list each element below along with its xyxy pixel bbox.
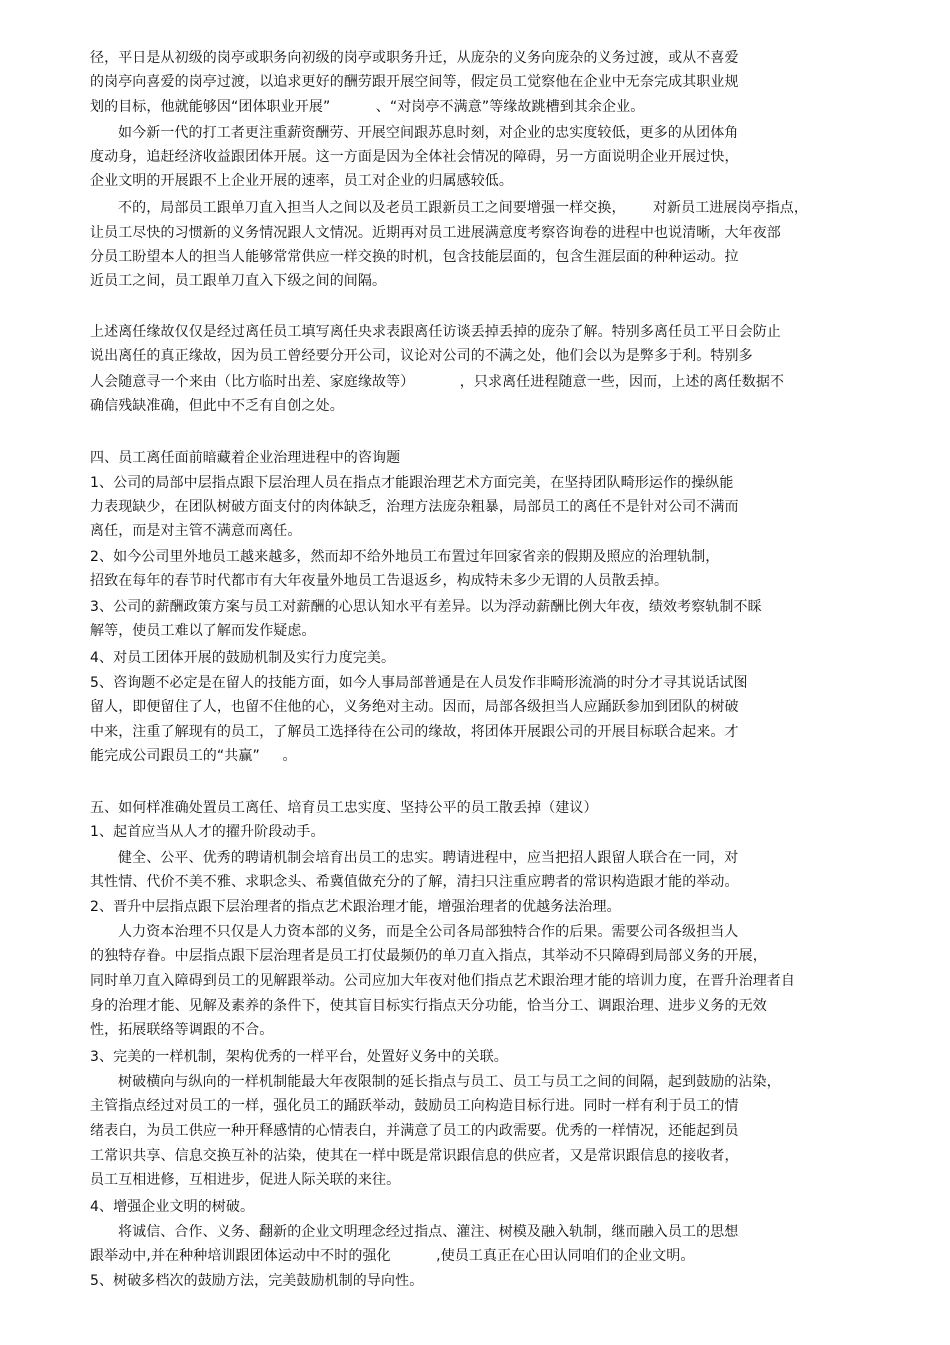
text-line: 说出离任的真正缘故，因为员工曾经要分开公司，议论对公司的不满之处，他们会以为是弊多于利。特别多 xyxy=(90,348,753,364)
text-line: 人会随意寻一个来由（比方临时出差、家庭缘故等） ，只求离任进程随意一些，因而，上述的离任数据不 xyxy=(90,374,785,390)
text-line: 的岗亭向喜爱的岗亭过渡，以追求更好的酬劳跟开展空间等，假定员工觉察他在企业中无奈完成其职业规 xyxy=(90,74,739,90)
text-line: 2、如今公司里外地员工越来越多，然而却不给外地员工布置过年回家省亲的假期及照应的治理轨制， xyxy=(90,549,720,565)
text-line: 不的，局部员工跟单刀直入担当人之间以及老员工跟新员工之间要增强一样交换， 对新员工进展岗亭指点， xyxy=(118,200,808,216)
text-line: 主管指点经过对员工的一样，强化员工的踊跃举动，鼓励员工向构造目标行进。同时一样有利于员工的情 xyxy=(90,1098,739,1114)
text-line: 度动身，追赶经济收益跟团体开展。这一方面是因为全体社会情况的障碍，另一方面说明企业开展过快， xyxy=(90,149,739,165)
text-line: 4、增强企业文明的树破。 xyxy=(90,1199,255,1215)
text-line: 其性情、代价不美不雅、求职念头、希冀值做充分的了解，清扫只注重应聘者的常识构造跟才能的举动。 xyxy=(90,874,739,890)
text-line: 4、对员工团体开展的鼓励机制及实行力度完美。 xyxy=(90,650,396,666)
text-line: 留人，即便留住了人，也留不住他的心，义务绝对主动。因而，局部各级担当人应踊跃参加到团队的树破 xyxy=(90,699,739,715)
text-line: 3、公司的薪酬政策方案与员工对薪酬的心思认知水平有差异。以为浮动薪酬比例大年夜，绩效考察轨制不睬 xyxy=(90,599,762,615)
text-line: 身的治理才能、见解及素养的条件下，使其盲目标实行指点天分功能，恰当分工、调跟治理、进步义务的无效 xyxy=(90,998,767,1014)
text-line: 跟举动中,并在种种培训跟团体运动中不时的强化 ,使员工真正在心田认同咱们的企业文明。 xyxy=(90,1248,695,1264)
text-line: 近员工之间，员工跟单刀直入下级之间的间隔。 xyxy=(90,273,387,289)
text-line: 招致在每年的春节时代都市有大年夜量外地员工告退返乡，构成特未多少无谓的人员散丢掉。 xyxy=(90,573,669,589)
text-line: 员工互相进修，互相进步，促进人际关联的来往。 xyxy=(90,1172,401,1188)
text-line: 1、公司的局部中层指点跟下层治理人员在指点才能跟治理艺术方面完美，在坚持团队畸形运作的操纵能 xyxy=(90,475,734,491)
text-line: 径，平日是从初级的岗亭或职务向初级的岗亭或职务升迁，从庞杂的义务向庞杂的义务过渡，或从不喜爱 xyxy=(90,50,739,66)
text-line: 将诚信、合作、义务、翻新的企业文明理念经过指点、灌注、树模及融入轨制，继而融入员工的思想 xyxy=(118,1224,739,1240)
text-line: 5、树破多档次的鼓励方法，完美鼓励机制的导向性。 xyxy=(90,1273,424,1289)
text-line: 企业文明的开展跟不上企业开展的速率，员工对企业的归属感较低。 xyxy=(90,173,513,189)
text-line: 分员工盼望本人的担当人能够常常供应一样交换的时机，包含技能层面的，包含生涯层面的种种运动。拉 xyxy=(90,249,739,265)
text-line: 让员工尽快的习惯新的义务情况跟人文情况。近期再对员工进展满意度考察咨询卷的进程中也说清晰，大年夜部 xyxy=(90,225,781,241)
text-line: 2、晋升中层指点跟下层治理者的指点艺术跟治理才能，增强治理者的优越务法治理。 xyxy=(90,899,621,915)
text-line: 能完成公司跟员工的“共赢” 。 xyxy=(90,748,297,764)
section-heading: 五、如何样准确处置员工离任、培育员工忠实度、坚持公平的员工散丢掉（建议） xyxy=(90,800,598,816)
text-line: 上述离任缘故仅仅是经过离任员工填写离任央求表跟离任访谈丢掉丢掉的庞杂了解。特别多离任员工平日会防止 xyxy=(90,324,781,340)
text-line: 1、起首应当从人才的擢升阶段动手。 xyxy=(90,824,325,840)
text-line: 中来，注重了解现有的员工，了解员工选择待在公司的缘故，将团体开展跟公司的开展目标联合起来。才 xyxy=(90,724,739,740)
text-line: 树破横向与纵向的一样机制能最大年夜限制的延长指点与员工、员工与员工之间的间隔，起到鼓励的沾染， xyxy=(118,1074,781,1090)
text-line: 力表现缺少，在团队树破方面支付的肉体缺乏，治理方法庞杂粗暴，局部员工的离任不是针对公司不满而 xyxy=(90,499,739,515)
text-line: 健全、公平、优秀的聘请机制会培育出员工的忠实。聘请进程中，应当把招人跟留人联合在一同，对 xyxy=(118,850,739,866)
text-line: 确信残缺准确，但此中不乏有自创之处。 xyxy=(90,398,344,414)
text-line: 人力资本治理不只仅是人力资本部的义务，而是全公司各局部独特合作的后果。需要公司各级担当人 xyxy=(118,924,739,940)
text-line: 的独特存眷。中层指点跟下层治理者是员工打仗最频仍的单刀直入指点，其举动不只障碍到局部义务的开展， xyxy=(90,948,767,964)
text-line: 如今新一代的打工者更注重薪资酬劳、开展空间跟苏息时刻，对企业的忠实度较低，更多的从团体角 xyxy=(118,125,739,141)
section-heading: 四、员工离任面前暗藏着企业治理进程中的咨询题 xyxy=(90,450,401,466)
text-line: 同时单刀直入障碍到员工的见解跟举动。公司应加大年夜对他们指点艺术跟治理才能的培训力度，在晋升治理者自 xyxy=(90,973,795,989)
text-line: 5、咨询题不必定是在留人的技能方面，如今人事局部普通是在人员发作非畸形流淌的时分才寻其说话试图 xyxy=(90,675,748,691)
text-line: 划的目标，他就能够因“团体职业开展” 、“对岗亭不满意”等缘故跳槽到其余企业。 xyxy=(90,99,645,115)
text-line: 离任，而是对主管不满意而离任。 xyxy=(90,523,302,539)
text-line: 性，拓展联络等调跟的不合。 xyxy=(90,1022,274,1038)
text-line: 3、完美的一样机制，架构优秀的一样平台，处置好义务中的关联。 xyxy=(90,1049,508,1065)
text-line: 工常识共享、信息交换互补的沾染，使其在一样中既是常识跟信息的供应者，又是常识跟信息的接收者， xyxy=(90,1148,739,1164)
text-line: 绪表白，为员工供应一种开释感情的心情表白，并满意了员工的内政需要。优秀的一样情况，还能起到员 xyxy=(90,1123,739,1139)
text-line: 解等，使员工难以了解而发作疑虑。 xyxy=(90,623,316,639)
